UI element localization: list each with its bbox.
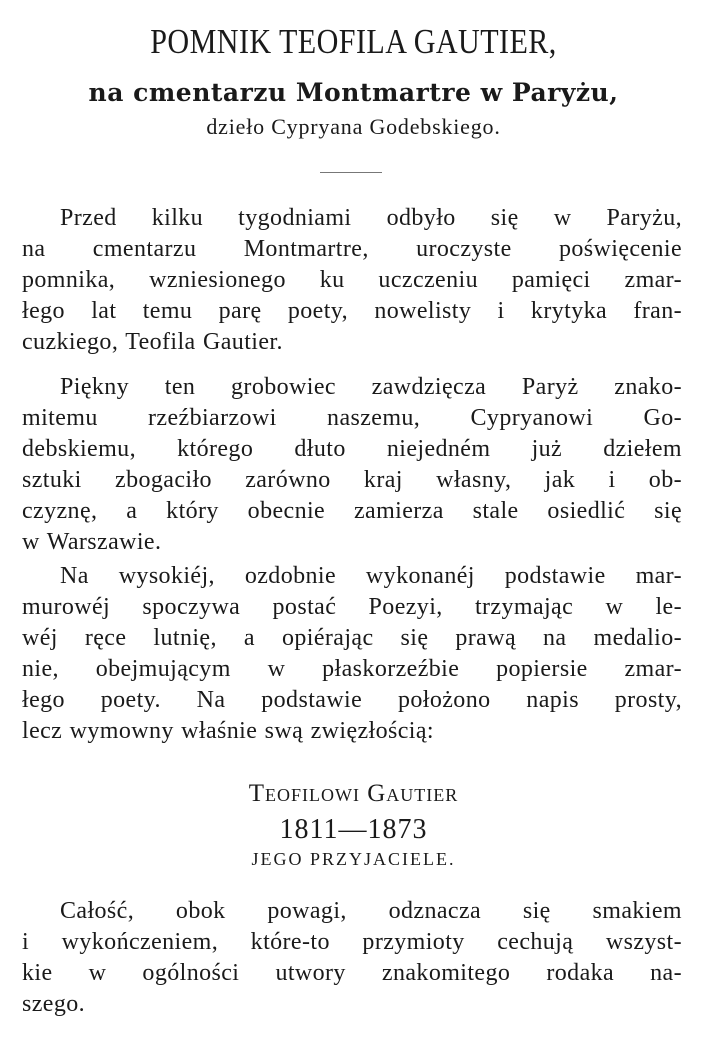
text-line: i wykończeniem, które-to przymioty cechują wszyst-: [22, 929, 682, 955]
inscription-signature: JEGO PRZYJACIELE.: [251, 849, 456, 869]
text-line: cuzkiego, Teofila Gautier.: [22, 329, 283, 355]
inscription-years: 1811—1873: [279, 814, 428, 845]
paragraph-4: [22, 896, 682, 1020]
paragraph-2: [22, 372, 682, 558]
text-line: debskiemu, którego dłuto niejedném już dziełem: [22, 436, 682, 462]
paragraph-1: [22, 203, 682, 358]
text-line: Przed kilku tygodniami odbyło się w Paryżu,: [60, 205, 682, 231]
article-subtitle: na cmentarzu Montmartre w Paryżu,: [88, 78, 619, 107]
text-line: szego.: [22, 991, 86, 1017]
text-line: pomnika, wzniesionego ku uczczeniu pamięci zmar-: [22, 267, 682, 293]
inscription-name: Teofilowi Gautier: [248, 780, 459, 807]
text-line: murowéj spoczywa postać Poezyi, trzymając w le-: [22, 594, 682, 620]
text-line: Piękny ten grobowiec zawdzięcza Paryż znako-: [60, 374, 682, 400]
text-line: kie w ogólności utwory znakomitego rodaka na-: [22, 960, 682, 986]
article-byline: dzieło Cypryana Godebskiego.: [206, 114, 501, 139]
text-line: na cmentarzu Montmartre, uroczyste poświęcenie: [22, 236, 682, 262]
text-line: czyznę, a który obecnie zamierza stale osiedlić się: [22, 498, 682, 524]
text-line: sztuki zbogaciło zarówno kraj własny, jak i ob-: [22, 467, 682, 493]
text-line: Na wysokiéj, ozdobnie wykonanéj podstawie mar-: [60, 563, 682, 589]
text-line: Całość, obok powagi, odznacza się smakiem: [60, 898, 682, 924]
article-title: POMNIK TEOFILA GAUTIER,: [150, 22, 557, 61]
text-line: nie, obejmującym w płaskorzeźbie popiersie zmar-: [22, 656, 682, 682]
text-line: w Warszawie.: [22, 529, 162, 555]
text-line: wéj ręce lutnię, a opiérając się prawą na medalio-: [22, 625, 682, 651]
section-divider: [320, 172, 382, 173]
text-line: łego poety. Na podstawie położono napis prosty,: [22, 687, 682, 713]
paragraph-3: [22, 561, 682, 747]
text-line: mitemu rzeźbiarzowi naszemu, Cypryanowi Go-: [22, 405, 682, 431]
text-line: lecz wymowny właśnie swą zwięzłością:: [22, 718, 434, 744]
text-line: łego lat temu parę poety, nowelisty i krytyka fran-: [22, 298, 682, 324]
